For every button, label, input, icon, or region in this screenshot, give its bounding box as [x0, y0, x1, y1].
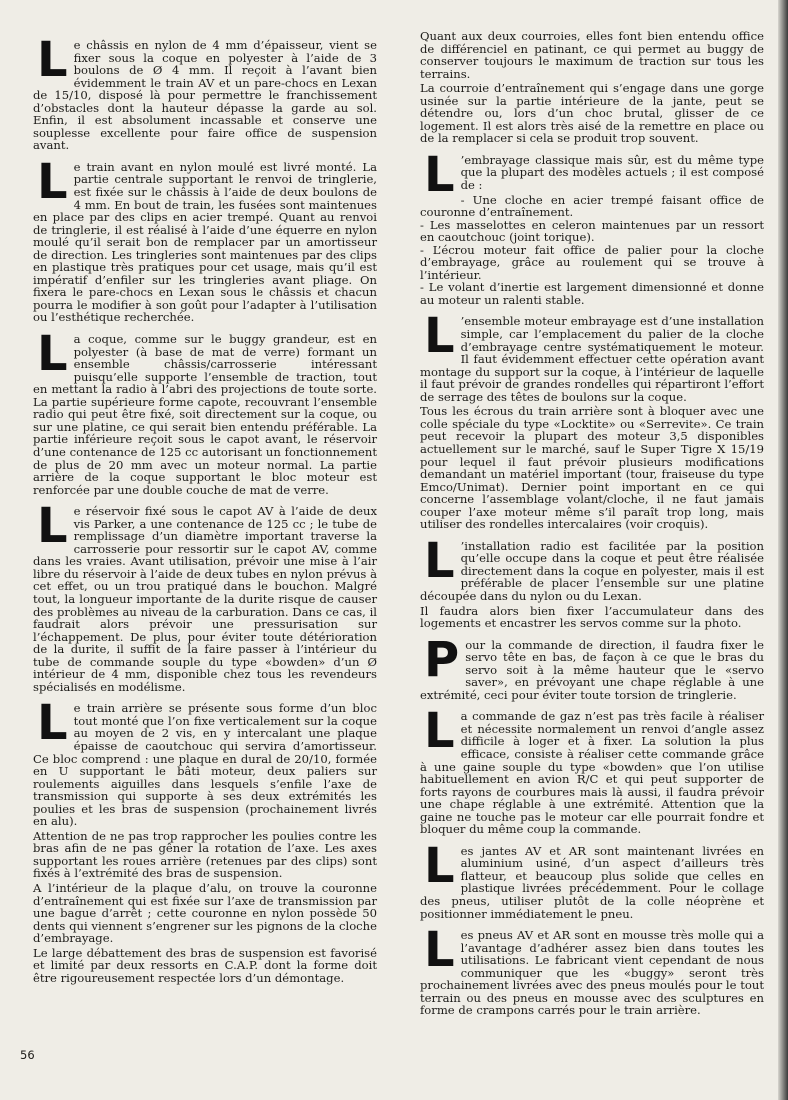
paragraph: [33, 326, 377, 497]
paragraph: [420, 30, 764, 80]
drop-cap: L: [424, 146, 455, 203]
paragraph: [420, 532, 764, 603]
paragraph: [420, 605, 764, 630]
drop-cap: L: [37, 498, 68, 555]
drop-cap: L: [37, 695, 68, 752]
paragraph-text: A l’intérieur de la plaque d’alu, on trouve la couronne d’entraînement qui est fixée sur l’axe de transmission par une bague d’arrêt ; cette couronne en nylon possède 50 dents qui viennent s’engrener sur les pignons de la cloche d’embrayage.: [33, 881, 377, 946]
paragraph-text: Le large débattement des bras de suspension est favorisé et limité par deux ressorts en C.A.P. dont la forme doit être rigoureusement respectée lors d’un démontage.: [33, 945, 377, 985]
paragraph-text: e châssis en nylon de 4 mm d’épaisseur, vient se fixer sous la coque en polyester à l’aide de 3 boulons de Ø 4 mm. Il reçoit à l’avant bien évidemment le train AV et un pare-chocs en Lexan de 15/10, disposé là pour permettre le franchissement d’obstacles dont la hauteur dépasse la garde au sol. Enfin, il est absolument incassable et conserve une souplesse excellente pour faire office de suspension avant.: [33, 38, 377, 153]
paragraph-text: es jantes AV et AR sont maintenant livrées en aluminium usiné, d’un aspect d’ailleurs très flatteur, et beaucoup plus solide que celles en plastique livrées précédemment. Pour le collage des pneus, utiliser plutôt de la colle néoprène et positionner immédiatement le pneu.: [420, 843, 764, 921]
list-item: [420, 194, 764, 219]
paragraph: [33, 153, 377, 325]
page-number: 56: [20, 1048, 35, 1062]
page-edge-shadow: [778, 0, 788, 1100]
paragraph-text: a coque, comme sur le buggy grandeur, est en polyester (à base de mat de verre) formant un ensemble châssis/carrosserie intéressant puisqu’elle supporte l’ensemble de traction, tout en mettant la radio à l’abri des projections de toute sorte. La partie supérieure forme capote, recouvrant l’ensemble radio qui peut être fixé, soit directement sur la coque, ou sur une platine, ce qui serait bien entendu préférable. La partie inférieure reçoit sous le capot avant, le réservoir d’une contenance de 125 cc autorisant un fonctionnement de plus de 20 mm avec un moteur normal. La partie arrière de la coque supportant le bloc moteur est renforcée par une double couche de mat de verre.: [33, 332, 377, 497]
paragraph: [33, 498, 377, 694]
drop-cap: L: [424, 532, 455, 589]
paragraph: [33, 882, 377, 945]
paragraph: [420, 146, 764, 203]
paragraph-text: Il faudra alors bien fixer l’accumulateur dans des logements et encastrer les servos comme sur la photo.: [420, 603, 764, 631]
paragraph-text: Attention de ne pas trop rapprocher les poulies contre les bras afin de ne pas gêner la rotation de l’axe. Les axes supportant les roues arrière (retenues par des clips) sont fixés à l’extrémité des bras de suspension.: [33, 828, 377, 881]
paragraph-text: ’ensemble moteur embrayage est d’une installation simple, car l’emplacement du palier de la cloche d’embrayage centre systématiquement le moteur. Il faut évidemment effectuer cette opération avant montage du support sur la coque, à l’intérieur de laquelle il faut prévoir de grandes rondelles qui répartiront l’effort de serrage des têtes de boulons sur la coque.: [420, 314, 764, 404]
list-item-text: - Le volant d’inertie est largement dimensionné et donne au moteur un ralenti stable.: [420, 280, 764, 307]
left-column: [33, 30, 377, 986]
paragraph-text: ’installation radio est facilitée par la position qu’elle occupe dans la coque et peut être réalisée directement dans la coque en polyester, mais il est préférable de placer l’ensemble sur une platine découpée dans du nylon ou du Lexan.: [420, 538, 764, 603]
paragraph-text: La courroie d’entraînement qui s’engage dans une gorge usinée sur la partie intérieure de la jante, peut se détendre ou, lors d’un choc brutal, glisser de ce logement. Il est alors très aisé de la remettre en place ou de la remplacer si cela se produit trop souvent.: [420, 81, 764, 146]
paragraph-text: e train avant en nylon moulé est livré monté. La partie centrale supportant le renvoi de tringlerie, est fixée sur le châssis à l’aide de deux boulons de 4 mm. En bout de train, les fusées sont maintenues en place par des clips en acier trempé. Quant au renvoi de tringlerie, il est réalisé à l’aide d’une équerre en nylon moulé qu’il serait bon de remplacer par un amortisseur de direction. Les tringleries sont maintenues par des clips en plastique très pratiques pour cet usage, mais qu’il est impératif d’enfiler sur les tringleries avant pliage. On fixera le pare-chocs en Lexan sous le châssis et chacun pourra le modifier à son goût pour l’adapter à l’utilisation ou l’esthétique recherchée.: [33, 159, 377, 325]
paragraph: [33, 947, 377, 985]
paragraph-text: our la commande de direction, il faudra fixer le servo tête en bas, de façon à ce que le bras du servo soit à la même hauteur que le «servo saver», en prévoyant une chape réglable à une extrémité, ceci pour éviter toute torsion de tringlerie.: [420, 637, 764, 702]
paragraph: [420, 405, 764, 530]
drop-cap: L: [37, 153, 68, 210]
paragraph: [420, 837, 764, 921]
paragraph-text: es pneus AV et AR sont en mousse très molle qui a l’avantage d’adhérer assez bien dans toutes les utilisations. Le fabricant vient cependant de nous communiquer que les «buggy» seront très prochainement livrées avec des pneus moulés pour le tout terrain ou des pneus en mousse avec des sculptures en forme de crampons carrés pour le train arrière.: [420, 928, 764, 1018]
paragraph-text: e train arrière se présente sous forme d’un bloc tout monté que l’on fixe verticalement sur la coque au moyen de 2 vis, en y intercalant une plaque épaisse de caoutchouc qui servira d’amortisseur. Ce bloc comprend : une plaque en dural de 20/10, formée en U supportant le bâti moteur, deux paliers sur roulements aiguilles dans lesquels s’enfile l’axe de transmission qui supporte à ses deux extrémités les poulies et les bras de suspension (prochainement livrés en alu).: [33, 701, 377, 829]
drop-cap: L: [424, 308, 455, 365]
drop-cap: L: [424, 703, 455, 760]
list-item: [420, 244, 764, 282]
drop-cap: L: [424, 922, 455, 979]
drop-cap: P: [424, 631, 460, 688]
paragraph-text: a commande de gaz n’est pas très facile à réaliser et nécessite normalement un renvoi d’angle assez difficile à loger et à fixer. La solution la plus efficace, consiste à réaliser cette commande grâce à une gaine souple du type «bowden» que l’on utilise habituellement en avion R/C et qui peut supporter de forts rayons de courbures mais là aussi, il faudra prévoir une chape réglable à une extrémité. Attention que la gaine ne touche pas le moteur car elle pourrait fondre et bloquer du même coup la commande.: [420, 709, 764, 837]
drop-cap: L: [424, 837, 455, 894]
paragraph: [420, 631, 764, 702]
paragraph-text: ’embrayage classique mais sûr, est du même type que la plupart des modèles actuels ; il est composé de :: [460, 152, 764, 193]
paragraph: [420, 703, 764, 837]
paragraph: [33, 695, 377, 829]
paragraph: [420, 308, 764, 404]
paragraph: [420, 922, 764, 1018]
paragraph-text: Quant aux deux courroies, elles font bien entendu office de différenciel en patinant, ce qui permet au buggy de conserver toujours le maximum de traction sur tous les terrains.: [420, 29, 764, 81]
list-item: [420, 219, 764, 244]
paragraph: [420, 82, 764, 145]
list-item-text: - Les masselottes en celeron maintenues par un ressort en caoutchouc (joint torique).: [420, 217, 764, 245]
paragraph-text: e réservoir fixé sous le capot AV à l’aide de deux vis Parker, a une contenance de 125 cc ; le tube de remplissage d’un diamètre important traverse la carrosserie pour ressortir sur le capot AV, comme dans les vraies. Avant utilisation, prévoir une mise à l’air libre du réservoir à l’aide de deux tubes en nylon prévus à cet effet, ou un trou pratiqué dans le bouchon. Malgré tout, la longueur importante de la durite risque de causer des problèmes au niveau de la carburation. Dans ce cas, il faudrait alors prévoir une pressurisation sur l’échappement. De plus, pour éviter toute détérioration de la durite, il suffit de la faire passer à l’intérieur du tube de commande souple du type «bowden» d’un Ø intérieur de 4 mm, disponible chez tous les revendeurs spécialisés en modélisme.: [33, 504, 377, 694]
right-column: [420, 30, 764, 1019]
drop-cap: L: [37, 32, 68, 88]
list-item-text: - Une cloche en acier trempé faisant office de couronne d’entraînement.: [420, 192, 764, 220]
list-item: [420, 281, 764, 306]
drop-cap: L: [37, 326, 68, 383]
list-item-text: - L’écrou moteur fait office de palier pour la cloche d’embrayage, grâce au roulement qui se trouve à l’intérieur.: [420, 242, 764, 282]
paragraph-text: Tous les écrous du train arrière sont à bloquer avec une colle spéciale du type «Locktite» ou «Serrevite». Ce train peut recevoir la plupart des moteur 3,5 disponibles actuellement sur le marché, sauf le Super Tigre X 15/19 pour lequel il faut prévoir plusieurs modifications demandant un matériel important (tour, fraiseuse du type Emco/Unimat). Dernier point important en ce qui concerne l’assemblage volant/cloche, il ne faut jamais couper l’axe moteur même s’il paraît trop long, mais utiliser des rondelles intercalaires (voir croquis).: [420, 404, 764, 532]
paragraph: [33, 32, 377, 153]
paragraph: [33, 830, 377, 880]
